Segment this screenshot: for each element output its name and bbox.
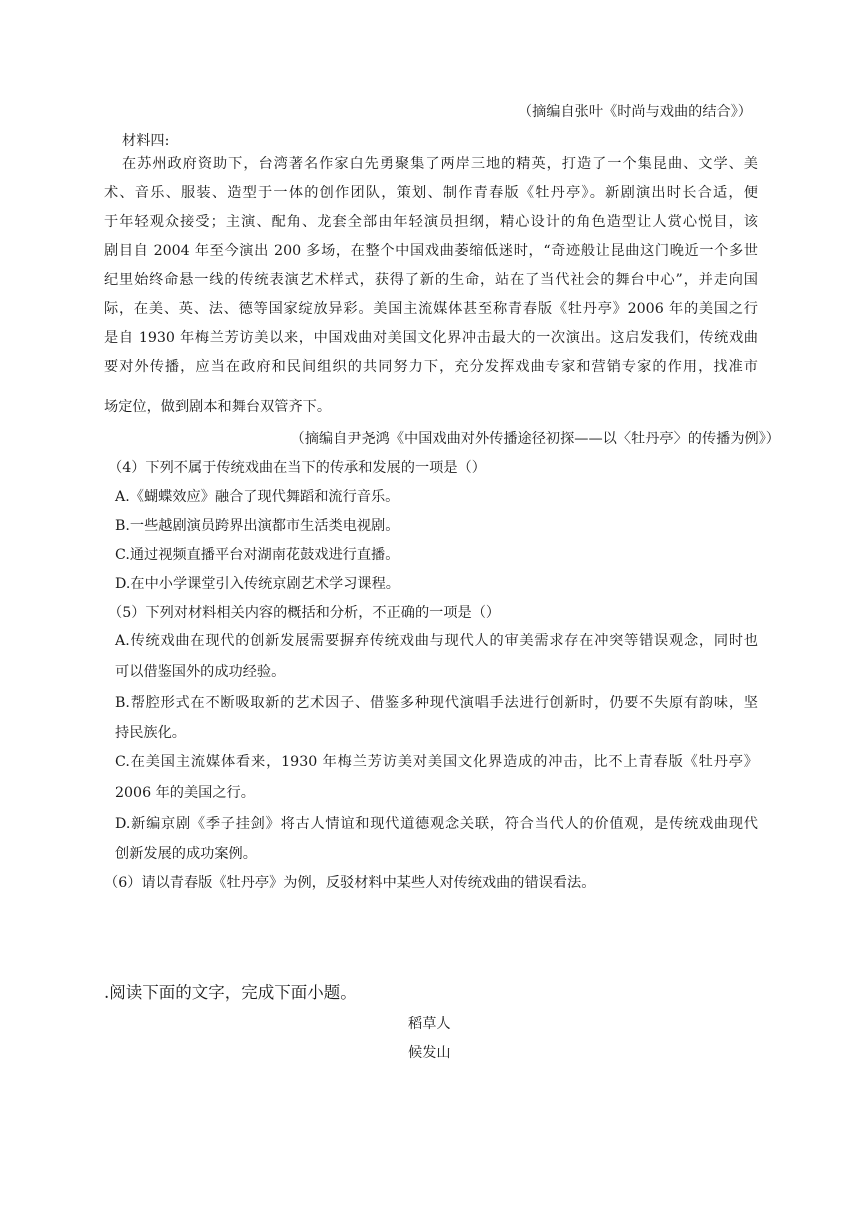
option-b-cont: 持民族化。 xyxy=(115,725,186,741)
option-d-cont: 创新发展的成功案例。 xyxy=(115,846,257,862)
option-a: A.《蝴蝶效应》融合了现代舞蹈和流行音乐。 xyxy=(115,489,400,505)
question-stem: （4）下列不属于传统戏曲在当下的传承和发展的一项是（） xyxy=(108,460,486,476)
story-author: 候发山 xyxy=(408,1045,451,1061)
paragraph-line: 于年轻观众接受；主演、配角、龙套全部由年轻演员担纲，精心设计的角色造型让人赏心悦目，该 xyxy=(104,214,758,230)
source-citation-2: （摘编自尹尧鸿《中国戏曲对外传播途径初探——以〈牡丹亭〉的传播为例》） xyxy=(290,431,780,447)
section-intro: .阅读下面的文字，完成下面小题。 xyxy=(104,983,357,1002)
option-c: C.在美国主流媒体看来，1930 年梅兰芳访美对美国文化界造成的冲击，比不上青春版《牡丹亭》 xyxy=(115,754,758,770)
paragraph-line: 要对外传播，应当在政府和民间组织的共同努力下，充分发挥戏曲专家和营销专家的作用，找准市 xyxy=(104,359,758,375)
option-a-cont: 可以借鉴国外的成功经验。 xyxy=(115,664,286,680)
paragraph-line: 场定位，做到剧本和舞台双管齐下。 xyxy=(104,399,332,415)
paragraph-line: 术、音乐、服装、造型于一体的创作团队，策划、制作青春版《牡丹亭》。新剧演出时长合适，便 xyxy=(104,185,758,201)
question-stem: （5）下列对材料相关内容的概括和分析，不正确的一项是（） xyxy=(108,605,501,621)
material4-label: 材料四: xyxy=(122,133,170,149)
story-title: 稻草人 xyxy=(408,1016,451,1032)
source-citation-1: （摘编自张叶《时尚与戏曲的结合》） xyxy=(517,104,752,120)
paragraph-line: 纪里始终命悬一线的传统表演艺术样式，获得了新的生命，站在了当代社会的舞台中心”，并走向国 xyxy=(104,272,758,288)
option-c-cont: 2006 年的美国之行。 xyxy=(115,785,255,801)
option-d: D.新编京剧《季子挂剑》将古人情谊和现代道德观念关联，符合当代人的价值观，是传统戏曲现代 xyxy=(115,816,758,832)
paragraph-line: 在苏州政府资助下，台湾著名作家白先勇聚集了两岸三地的精英，打造了一个集昆曲、文学、美 xyxy=(122,156,758,172)
option-b: B.一些越剧演员跨界出演都市生活类电视剧。 xyxy=(115,518,400,534)
paragraph-line: 是自 1930 年梅兰芳访美以来，中国戏曲对美国文化界冲击最大的一次演出。这启发我们，传统戏曲 xyxy=(104,330,758,346)
paragraph-line: 际，在美、英、法、德等国家绽放异彩。美国主流媒体甚至称青春版《牡丹亭》2006 年的美国之行 xyxy=(104,301,758,317)
question-6: （6）请以青春版《牡丹亭》为例，反驳材料中某些人对传统戏曲的错误看法。 xyxy=(104,875,596,891)
option-a: A.传统戏曲在现代的创新发展需要摒弃传统戏曲与现代人的审美需求存在冲突等错误观念，同时也 xyxy=(115,633,758,649)
option-d: D.在中小学课堂引入传统京剧艺术学习课程。 xyxy=(115,576,400,592)
paragraph-line: 剧目自 2004 年至今演出 200 多场，在整个中国戏曲萎缩低迷时，“奇迹般让昆曲这门晚近一个多世 xyxy=(104,243,758,259)
option-b: B.帮腔形式在不断吸取新的艺术因子、借鉴多种现代演唱手法进行创新时，仍要不失原有韵味，坚 xyxy=(115,695,758,711)
option-c: C.通过视频直播平台对湖南花鼓戏进行直播。 xyxy=(115,547,400,563)
